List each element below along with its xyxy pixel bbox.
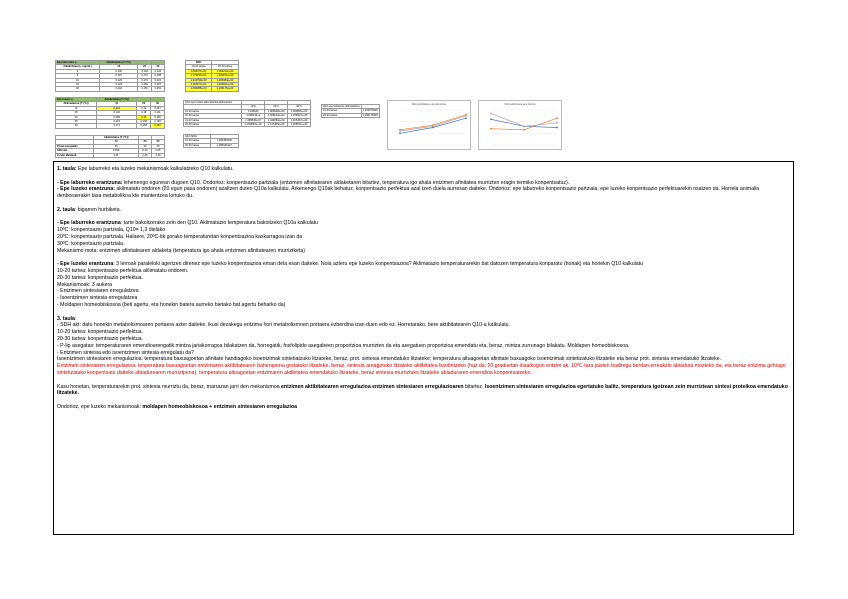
table-row — [56, 87, 165, 91]
table-cell: 15 — [56, 83, 100, 87]
table-cell: 0,05 — [151, 149, 164, 153]
table-cell: 5 — [56, 74, 100, 78]
table-cell: 0,170 — [138, 74, 151, 78]
bold-run: 3. taula — [57, 315, 75, 322]
table-cell: 0,261 — [151, 78, 164, 82]
table-cell: 1,608103e+00 — [265, 114, 288, 118]
data-point — [523, 125, 525, 127]
table-row — [184, 123, 311, 127]
table-cell: 0,11 — [94, 153, 139, 157]
paragraph-9 — [57, 384, 790, 398]
table-cell: Pisua energetiko — [56, 144, 94, 148]
table-cell: 30 — [151, 65, 164, 69]
table-cell: SDH akt. — [56, 149, 94, 153]
table-cell: 1,051871e+00 — [212, 74, 239, 78]
table-cell: 30ºC — [288, 105, 311, 109]
paragraph-6 — [57, 261, 790, 309]
table-cell: 1,230587e+16 — [242, 123, 265, 127]
table-cell: 1,100817e+00 — [288, 114, 311, 118]
table-cell: 10-20 tartea — [186, 65, 212, 69]
table-cell: Epe luzeko e. — [56, 98, 97, 102]
table-cell: 1,196175e+00 — [212, 87, 239, 91]
data-point — [523, 129, 525, 131]
table-cell: 20-30 tartea — [184, 114, 242, 118]
chart-plot — [388, 101, 472, 151]
table-cell: 0,129 — [99, 78, 138, 82]
table-cell: 1,045025 — [242, 109, 265, 113]
table-cell: 1,20 — [151, 153, 164, 157]
paragraph-red: Entzimen sintesiaren erregulazioa: tenperatura baxuagoetan entzimaren aktibitatearen baherapena gertatuko litzateke, beraz, sintesia areagotuko litzateke aktibitatea bardintzeko (haz da; 20 graduetan diaaikogun entzim ak. 10ºC-tara jaisten badiregu berdan erreakzio abiadura mozteko da, eta beraz entzima gehiago sintetizatuko konpentsatu daiteke abiadurearen murriztpena); temperatura altuagoetan entzimaren aktibitatea emendatuko litzateke, beraz sintesia murriztuko litzateke abiaduraren emendioa konpentsatzeko. — [57, 363, 788, 376]
text-run: : 3 lerroak paraleloki agertzen direnez epe luzeko konpentsazioa eman dela esan daiteke. Nola azteru epe luzeko konpentsazioa? Aklimatazio temperaturarekin bat datozen temperatura konparatu (horiak) eta horiekin Q10 kalkulatu 10-20 tartea: konpentsazio perfektua aklimatatu ondoren. 20-30 tartea: konpentsazio perfektua. Mekanismoak: 3 aukera - Entzimen sintesiaren erregulatzea - Isoentzimen sintesia erregulatzea - Moldapen homeobiskosoa (beti agertu, eta honekin batera aurreko bietako bat agertu beharko da) — [57, 261, 643, 308]
table-cell: 10-20 tartea — [184, 139, 211, 143]
table-cell: 20-30 tartea — [212, 65, 239, 69]
bold-run: Isoentzimen sintesiaren erregulazioa egertatuko balitz, temperatura igotzean zein murriztean sintesi proteikoa emendatuko litzateke. — [57, 383, 790, 397]
table-cell: 1,085146+2 — [242, 114, 265, 118]
table-cell: 1,693377e-01 — [186, 69, 212, 73]
table-cell: 0,16 — [137, 115, 151, 119]
bold-run: - Epe luzeko erantzuna — [57, 261, 114, 268]
table-cell: 30 — [151, 140, 164, 144]
bold-run: 1. taula: — [57, 166, 77, 172]
chart-title: SDH aktibitatea epe luzeko — [504, 103, 536, 106]
table-cell: 0,126 — [99, 83, 138, 87]
table-cell: 20 — [138, 65, 151, 69]
table-cell: 1,015407e+00 — [288, 118, 311, 122]
data-point — [490, 118, 492, 120]
table-cell: SDH — [186, 61, 212, 65]
table-cell: 1,342790e-00 — [186, 78, 212, 82]
chart-plot — [479, 101, 563, 151]
table-cell: Q10 epe luzeko aklimatazioa Aklimatazio — [184, 101, 242, 105]
table-cell: Aklimatazioa (T (ºC)) — [56, 102, 97, 106]
data-point — [556, 117, 558, 119]
chart-long-term — [478, 100, 562, 150]
table-cell: 30 — [151, 144, 164, 148]
table-cell: Alkalinitatea (T (ºC)) — [99, 61, 138, 65]
table-row — [56, 124, 165, 128]
metabolism-table — [55, 135, 165, 158]
table-cell: 0,173 — [138, 78, 151, 82]
short-term-table — [55, 60, 165, 92]
bold-run: entzimen aktibitatearen erregulazioa entzimen sintesiaren erregulazioaren — [281, 383, 464, 390]
chart-short-term — [387, 100, 471, 150]
q10-sdh-table — [183, 134, 239, 148]
paragraph-7 — [57, 316, 790, 364]
table-cell: Alkalinitatea (+ mg/mL) — [56, 65, 100, 69]
table-cell: 1,062212e+00 — [212, 69, 239, 73]
data-point — [465, 115, 467, 117]
table-cell: 1,280459330 — [210, 139, 238, 143]
text-run: Epe laburreko eta luzeko mekanismoak kalkulatzeko Q10 kalkulatu. — [76, 166, 234, 172]
table-cell: 0,226 — [151, 69, 164, 73]
table-cell: Epe laburreko e. — [56, 61, 100, 65]
table-cell: 0,258 — [151, 74, 164, 78]
table-cell: 10ºC — [242, 105, 265, 109]
text-run: Kasu honetan, tenperaturarekin prot. sintesia murriztu da, beraz, marrazan jarri den mekanismoa — [57, 383, 282, 390]
bold-run: 2. taula — [57, 206, 75, 213]
table-cell: 0 — [56, 69, 100, 73]
chart-title: SDH aktibitatea epe laburreko — [411, 103, 447, 106]
table-cell: P ratio Metaboli. — [56, 153, 94, 157]
table-cell: Q10 epe laburreko aklimatazioa — [323, 105, 360, 108]
table-row — [186, 87, 239, 91]
table-cell: 0,160 — [138, 83, 151, 87]
table-cell: 0,142 — [97, 111, 137, 115]
table-cell: 20 — [56, 87, 100, 91]
table-cell: 10-20 tartea — [184, 109, 242, 113]
text-run: lehenengo egunean dugoen Q10. Ondorioz: konpentsazio partziala (entzimen afinitatearen aldaketaren bitartez, tenperatura igo ahala entzimen afinitatea murrizten eragin termiko konpentsatuz). — [122, 179, 570, 186]
sdh-q10-table — [185, 60, 239, 92]
table-cell: 20ºC — [265, 105, 288, 109]
table-cell: 0,100 — [99, 69, 138, 73]
long-term-table — [55, 97, 165, 129]
table-cell: 0,227 — [151, 106, 165, 110]
data-point — [490, 113, 492, 115]
text-run: : - SDH akt: datu honekin metabolismoaren portaera azter daiteke, ikusi dezakegu entzima hori metabolismoen portaera ezberdina izan duen edo ez. Horretarako, bere aktibitatearen Q10-a kalkulatu. 10-20 tartea: konpentsazio perfektua. 20-30 tartea: konpentsazio perfektua. - P-lip asegatas: temperaturaren emendioarengatik mintza jariakorragoa bilakatzen da, horregatik, fosfolipido asegabeen proportzioa murrizten da eta asegatuen proportzioa emendatu eta, beraz, mintza zurrunago bilakatu. Moldapen homeobiskosoa. - Entzimen sintesia edo isoentzimen sintesia erregulatu da? Isoentzimen sintesiaren erregulazioa: temperatura baxuagoetan afinitate handiagoko isoentzimak sintetiatzuko litzateke, beraz, prot. sintesia emendatuko litzateke; temperatura altuagoetan afinitate baxuagoko isoentzimak sintetizatuko litzateke eta beraz prot. sintesia emendatuko litzateke. — [57, 315, 722, 363]
table-cell: 30 — [151, 102, 165, 106]
table-cell: 0,095 — [97, 115, 137, 119]
table-cell: 30 — [56, 124, 97, 128]
table-cell: 20 — [138, 140, 151, 144]
table-cell: 0,271 — [97, 124, 137, 128]
table-row — [56, 153, 165, 157]
table-cell: 25 — [56, 120, 97, 124]
table-cell: 0,148 — [138, 69, 151, 73]
table-cell: 10 — [94, 140, 139, 144]
table-cell: 1,444860e+00 — [265, 118, 288, 122]
series-line — [491, 114, 557, 127]
table-cell: 20-30 tartea — [322, 113, 362, 117]
paragraph-5 — [57, 220, 790, 254]
table-row — [184, 143, 239, 147]
data-point — [399, 130, 401, 132]
data-point — [556, 122, 558, 124]
table-cell: 30 — [94, 144, 139, 148]
text-run: : tarte bakoitzerako zein den Q10. Aklimatazio temperatura bakoitzeko Q10a kalkulatu 10ºC: konpentsazio partziala, Q10= 1,3 dielako 20ºC: konpentsazio partziala. Halaere, 20ºC-tik gorako temperaturetan konpentsazioa kaxkarragoa izan da 30ºC: konpentsazio partziala. Mekanismo mota: entzimen afinitatearen aldaketa (tenperatura igo ahala entzimen afinitatearen murriztketa) — [57, 220, 318, 254]
table-cell: Alkalinitatea (T (ºC)) — [94, 136, 139, 140]
table-cell: 0,219 — [97, 120, 137, 124]
table-cell: 0,115 — [99, 74, 138, 78]
table-cell: 0,111 — [151, 111, 165, 115]
table-cell: 1,20 — [138, 153, 151, 157]
table-cell: 1,386546e-07 — [242, 118, 265, 122]
paragraph-2 — [57, 180, 790, 187]
table-cell: 0,251 — [151, 87, 164, 91]
table-cell: 1,117465e+00 — [265, 123, 288, 127]
table-cell: Alkalinitatea (T (ºC)) — [97, 98, 137, 102]
table-cell: 1,680848e+00 — [265, 109, 288, 113]
table-cell: 0,18 — [137, 111, 151, 115]
data-point — [465, 117, 467, 119]
paragraph-1 — [57, 166, 790, 173]
bold-run: moldapen homeobiskosoa + entzimen sintesiaren erregulazioa — [142, 403, 298, 410]
table-cell: 20 — [56, 115, 97, 119]
explanation-text-box — [53, 161, 794, 535]
table-cell: 20 — [137, 102, 151, 106]
table-cell: 0,13 — [138, 149, 151, 153]
table-cell: 1,086041927 — [210, 143, 238, 147]
table-cell: Q10 ISDH — [184, 135, 211, 139]
table-cell: 0,138 — [137, 120, 151, 124]
data-point — [432, 125, 434, 127]
data-point — [399, 132, 401, 134]
table-cell: 10 — [56, 106, 97, 110]
paragraph-10 — [57, 404, 790, 411]
table-cell: 15 — [56, 111, 97, 115]
paragraph-4 — [57, 207, 790, 214]
table-cell: 0,165 — [151, 115, 165, 119]
table-cell: 0,150 — [138, 87, 151, 91]
bold-run: - Epe laburreko erantzuna: — [57, 179, 123, 186]
paragraph-3 — [57, 186, 790, 200]
bold-run: - Epe laburreko erantzuna — [57, 220, 121, 227]
text-run: : bigarren hurbiketa. — [74, 206, 122, 213]
text-run: aklimatatu ondoren (20 egun pasa ondoren) azaltzen duten Q10a kalkulatu. Arkenengo Q10ak behatuz, konpentsazio perfektua azal tzen duela aurresan daiteke. Ondorioz: epe laburreko konpentsazio partziala, epe luzeko konpentsazio perfektuarekin osatzen da. Horrela animalia denboraerakin tasa metabolikoa kte mantentzea lortuko du. — [57, 186, 761, 200]
table-cell: 1,193976926 — [362, 109, 378, 113]
table-cell: 1,096178336 — [362, 113, 378, 117]
table-cell: 0,144 — [97, 106, 137, 110]
table-cell: 30 — [138, 144, 151, 148]
table-cell: 1,099355e-03 — [186, 87, 212, 91]
long-term-q10-table — [183, 100, 311, 127]
table-cell: 20-30 tartea — [184, 143, 211, 147]
table-cell: 0,104 — [99, 87, 138, 91]
short-term-q10-table — [321, 104, 380, 118]
table-cell: 0,148 — [151, 120, 165, 124]
table-cell: 0,267 — [151, 83, 164, 87]
text-run: Ondorioz, epe luzeko mekanismoak: — [57, 403, 143, 410]
table-cell: 20-30 tartea — [184, 123, 242, 127]
table-cell: 1,118077e-04 — [186, 83, 212, 87]
table-cell: 10-20 tartea — [322, 109, 362, 113]
table-cell: 1,400021e+00 — [212, 83, 239, 87]
bold-run: - Epe luzeko erantzuna: — [57, 186, 115, 193]
table-cell: 0,158 — [137, 124, 151, 128]
table-cell: 10 — [56, 78, 100, 82]
table-row — [322, 113, 380, 117]
table-cell: 10 — [97, 102, 137, 106]
table-cell: 0,187 — [151, 124, 165, 128]
table-cell: 0,095 — [94, 149, 139, 153]
data-point — [490, 128, 492, 130]
table-cell: 0,13 — [137, 106, 151, 110]
table-cell: 1,205484e+00 — [212, 78, 239, 82]
table-cell: 1,020861e+00 — [288, 109, 311, 113]
text-run: bitartez. — [463, 383, 485, 390]
table-cell: 10-20 tartea — [184, 118, 242, 122]
data-point — [556, 127, 558, 129]
table-cell: 10 — [99, 65, 138, 69]
table-cell: 1,779237e-01 — [186, 74, 212, 78]
table-cell: 1,228071e+00 — [288, 123, 311, 127]
